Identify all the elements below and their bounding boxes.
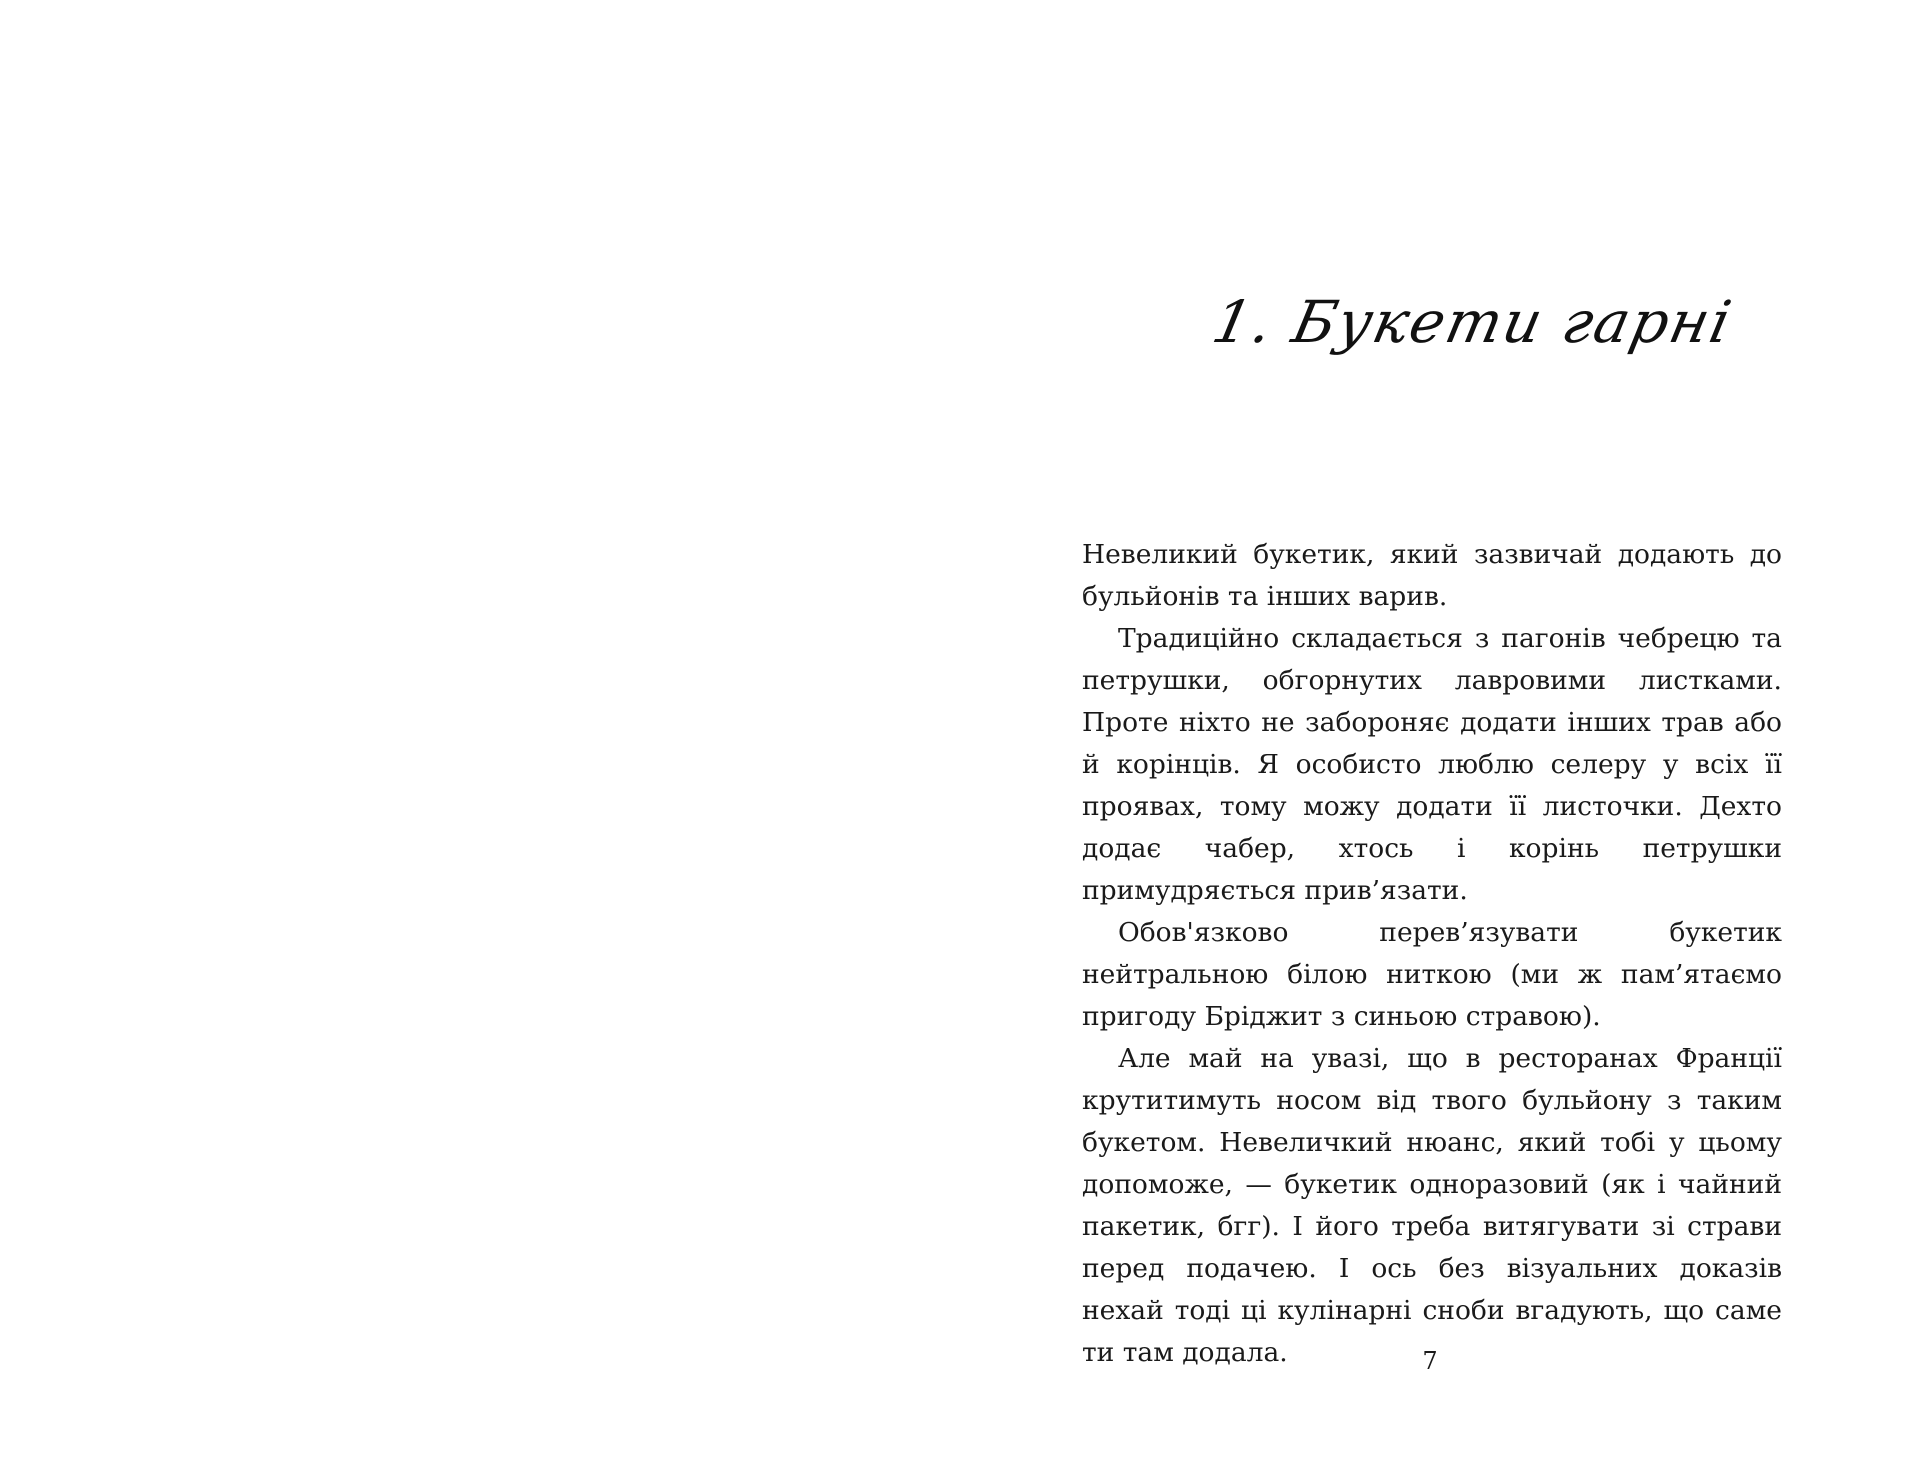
page-number: 7 bbox=[1422, 1347, 1438, 1375]
chapter-title bbox=[1205, 270, 1739, 390]
paragraph-1: Невеликий букетик, який зазвичай додають до бульйонів та інших варив. bbox=[1082, 539, 1782, 612]
paragraph-2: Традиційно складається з пагонів чебрецю та петрушки, обгорнутих лавровими листками. Проте ніхто не забороняє додати інших трав або й корінців. Я особисто люблю селеру у всіх її проявах, тому можу додати її листочки. Дехто додає чабер, хтось і корінь петрушки примудряється прив’язати. bbox=[1082, 623, 1782, 906]
paragraph-4: Але май на увазі, що в ресторанах Франції крутитимуть носом від твого бульйону з таким букетом. Невеличкий нюанс, який тобі у цьому допоможе, — букетик одноразовий (як і чайний пакетик, бгг). І його треба витягувати зі страви перед подачею. І ось без візуальних доказів нехай тоді ці кулінарні сноби вгадують, що саме ти там додала. bbox=[1082, 1043, 1782, 1368]
chapter-title-script bbox=[1205, 270, 1739, 390]
chapter-title-text: 1. Букети гарні bbox=[1206, 288, 1739, 356]
body-text bbox=[1082, 534, 1782, 1374]
paragraph-3: Обов'язково перев’язувати букетик нейтральною білою ниткою (ми ж пам’ятаємо пригоду Бріджит з синьою стравою). bbox=[1082, 917, 1782, 1032]
